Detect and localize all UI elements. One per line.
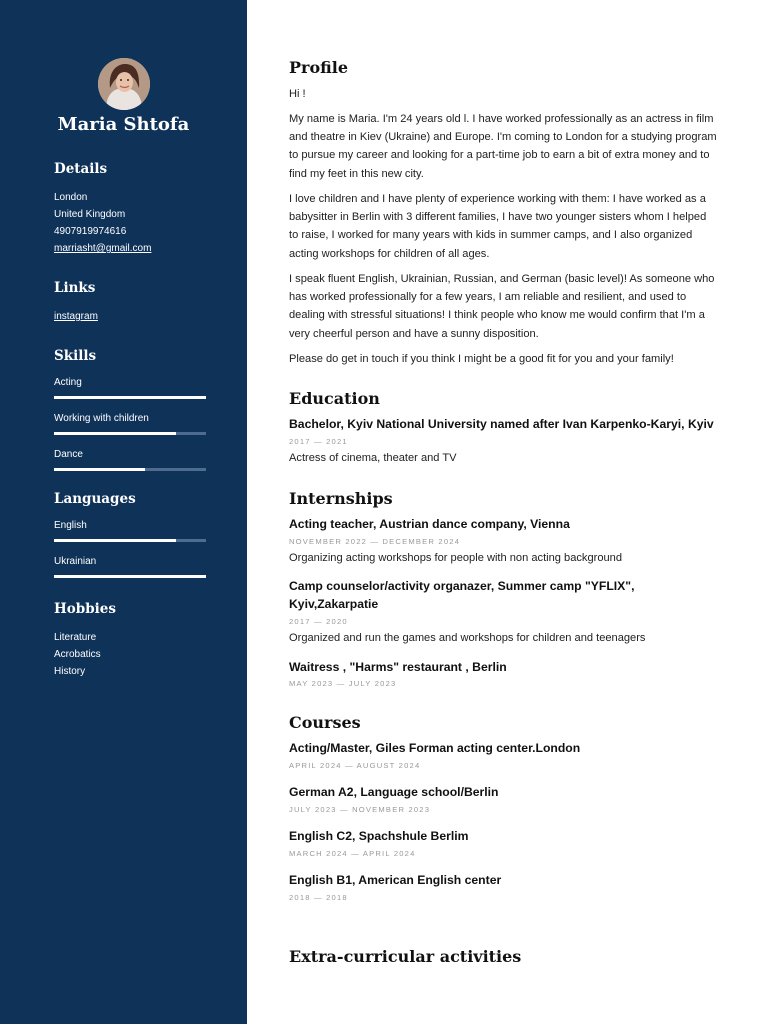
languages-section (54, 491, 214, 591)
language-bar (54, 539, 206, 542)
hobby-item: History (54, 666, 86, 677)
profile-greeting: Hi ! (289, 88, 306, 100)
language-item (54, 555, 214, 578)
skill-label: Acting (54, 377, 82, 388)
internship-title: Waitress , "Harms" restaurant , Berlin (289, 660, 507, 674)
skill-bar (54, 432, 206, 435)
details-country: United Kingdom (54, 209, 126, 220)
profile-heading: Profile (289, 58, 349, 77)
email-link[interactable]: marriasht@gmail.com (54, 243, 152, 254)
internship-description: Organizing acting workshops for people with non acting background (289, 552, 623, 564)
skill-label: Working with children (54, 413, 149, 424)
course-date: MARCH 2024 — APRIL 2024 (289, 849, 416, 858)
language-bar (54, 575, 206, 578)
candidate-name: Maria Shtofa (57, 114, 190, 135)
links-heading: Links (54, 280, 96, 296)
skills-section (54, 348, 214, 484)
details-section (54, 161, 214, 257)
skill-label: Dance (54, 449, 83, 460)
language-bar-fill (54, 575, 206, 578)
languages-heading: Languages (54, 491, 136, 507)
avatar (98, 58, 150, 110)
hobby-item: Acrobatics (54, 649, 101, 660)
hobby-item: Literature (54, 632, 97, 643)
profile-photo (98, 58, 150, 110)
course-date: APRIL 2024 — AUGUST 2024 (289, 761, 421, 770)
sidebar (0, 0, 247, 1024)
internship-date: 2017 — 2020 (289, 617, 348, 626)
internship-description: Organized and run the games and workshops for children and teenagers (289, 632, 646, 644)
skill-bar-fill (54, 396, 206, 399)
course-date: 2018 — 2018 (289, 893, 348, 902)
internship-title: Camp counselor/activity organazer, Summer camp "YFLIX", Kyiv,Zakarpatie (289, 579, 635, 611)
language-label: Ukrainian (54, 556, 97, 567)
skill-bar-fill (54, 468, 145, 471)
details-heading: Details (54, 161, 108, 177)
course-title: German A2, Language school/Berlin (289, 785, 499, 799)
course-title: English C2, Spachshule Berlim (289, 829, 469, 843)
skill-item (54, 412, 214, 435)
skill-bar (54, 468, 206, 471)
links-section (54, 280, 214, 325)
internship-date: MAY 2023 — JULY 2023 (289, 679, 397, 688)
profile-paragraph: I love children and I have plenty of experience working with them: I have worked as a babysitter in Berlin with 3 different families, I have two younger sisters whom I helped to raise, I worked for many years with kids in summer camps, and I also organized acting workshops for children of all ages. (289, 193, 707, 260)
skills-heading: Skills (54, 348, 97, 364)
extracurricular-heading: Extra-curricular activities (289, 947, 522, 966)
education-heading: Education (289, 389, 380, 408)
hobbies-heading: Hobbies (54, 601, 116, 617)
course-date: JULY 2023 — NOVEMBER 2023 (289, 805, 431, 814)
course-title: Acting/Master, Giles Forman acting center.London (289, 741, 581, 755)
internships-heading: Internships (289, 489, 393, 508)
internship-date: NOVEMBER 2022 — DECEMBER 2024 (289, 537, 461, 546)
education-title: Bachelor, Kyiv National University named after Ivan Karpenko-Karyi, Kyiv (289, 417, 714, 431)
internship-title: Acting teacher, Austrian dance company, Vienna (289, 517, 570, 531)
profile-paragraph: My name is Maria. I'm 24 years old l. I have worked professionally as an actress in film and theatre in Kiev (Ukraine) and Europe. I'm coming to London for a studying program to pursue my career and looking for a part-time job to earn a bit of extra money and to find my feet in this new city. (289, 113, 717, 180)
skill-item (54, 376, 214, 399)
instagram-link[interactable]: instagram (54, 311, 98, 322)
details-city: London (54, 192, 88, 203)
course-title: English B1, American English center (289, 873, 502, 887)
language-item (54, 519, 214, 542)
skill-bar-fill (54, 432, 176, 435)
education-description: Actress of cinema, theater and TV (289, 452, 457, 464)
language-label: English (54, 520, 87, 531)
courses-heading: Courses (289, 713, 361, 732)
skill-bar (54, 396, 206, 399)
profile-paragraph: Please do get in touch if you think I might be a good fit for you and your family! (289, 353, 674, 365)
hobbies-section (54, 601, 214, 680)
details-phone: 4907919974616 (54, 226, 127, 237)
skill-item (54, 448, 214, 471)
profile-paragraph: I speak fluent English, Ukrainian, Russian, and German (basic level)! As someone who has worked professionally for a few years, I am reliable and resilient, and used to dealing with stressful situations! I think people who know me would confirm that I'm a very cheerful person and have a sunny disposition. (289, 273, 715, 340)
language-bar-fill (54, 539, 176, 542)
education-date: 2017 — 2021 (289, 437, 348, 446)
